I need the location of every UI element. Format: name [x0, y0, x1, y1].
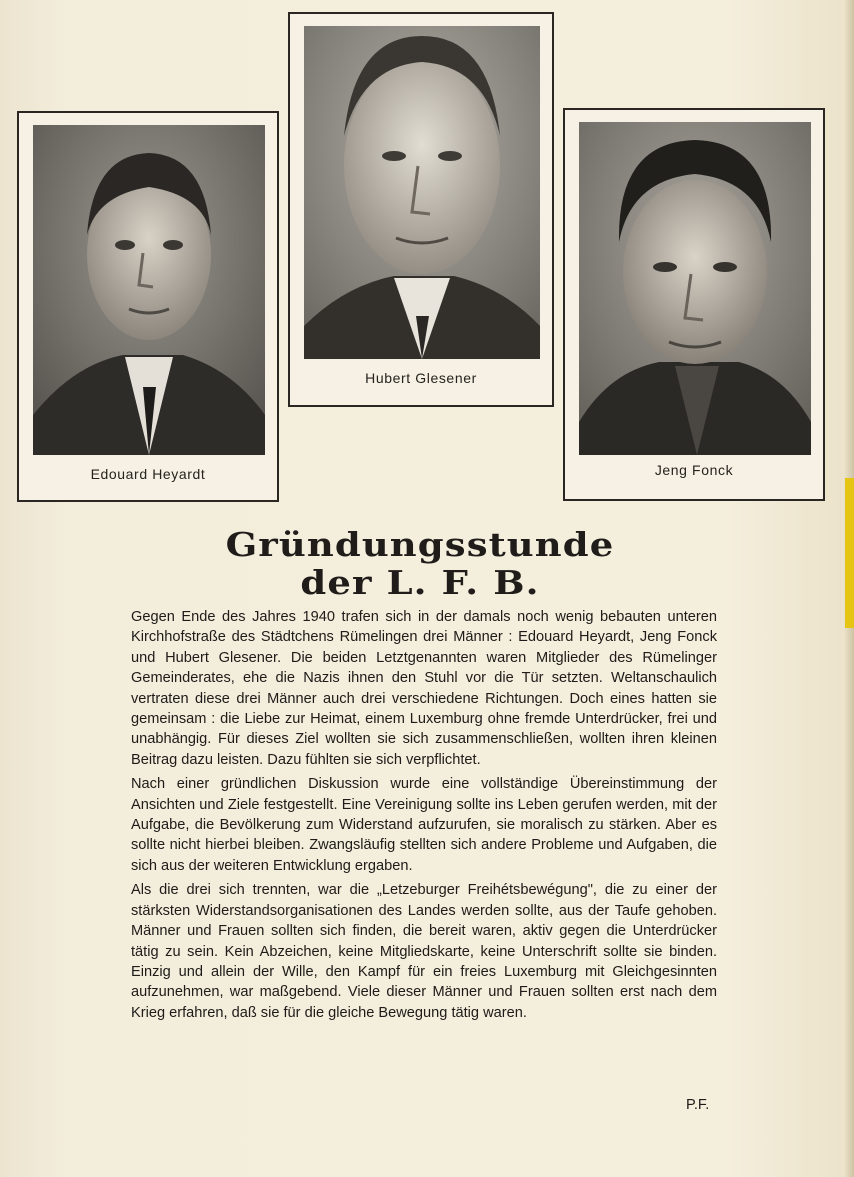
article-title-line-2: der L. F. B. — [300, 563, 540, 602]
portrait-card-hubert-glesener — [288, 12, 554, 407]
portrait-photo-hubert-glesener — [304, 26, 540, 359]
portrait-photo-jeng-fonck — [579, 122, 811, 455]
portrait-caption-hubert-glesener: Hubert Glesener — [365, 370, 477, 386]
article-signature: P.F. — [686, 1097, 710, 1113]
portrait-caption-edouard-heyardt: Edouard Heyardt — [90, 466, 206, 482]
yellow-bookmark-tab — [845, 478, 854, 628]
article-paragraph-2: Nach einer gründlichen Diskussion wurde eine vollständige Übereinstimmung der Ansichten und Ziele festgestellt. Eine Vereinigung sollte ins Leben gerufen werden, mit der Aufgabe, die Bevölkerung zum Widerstand aufzurufen, sie moralisch zu stärken. Aber es sollte nicht hierbei bleiben. Zwangsläufig stellten sich andere Probleme und Aufgaben, die sich aus der weiteren Entwicklung ergaben. — [131, 776, 717, 874]
article-body — [131, 607, 717, 1027]
portrait-caption-jeng-fonck: Jeng Fonck — [654, 462, 734, 478]
portrait-photo-edouard-heyardt — [33, 125, 265, 455]
portrait-card-jeng-fonck — [563, 108, 825, 501]
portrait-card-edouard-heyardt — [17, 111, 279, 502]
article-title-line-1: Gründungsstunde — [225, 525, 615, 564]
article-paragraph-3: Als die drei sich trennten, war die „Letzeburger Freihétsbewégung", die zu einer der stärksten Widerstandsorganisationen des Landes werden sollte, aus der Taufe gehoben. Männer und Frauen sollten sich finden, die bereit waren, aktiv gegen die Unterdrücker tätig zu sein. Kein Abzeichen, keine Mitgliedskarte, keine Unterschrift sollte sie binden. Einzig und allein der Wille, den Kampf für ein freies Luxemburg mit Gleichgesinnten aufzunehmen, war maßgebend. Viele dieser Männer und Frauen sollten erst nach dem Krieg erfahren, daß sie für die gleiche Bewegung tätig waren. — [131, 882, 717, 1021]
article-paragraph-1: Gegen Ende des Jahres 1940 trafen sich in der damals noch wenig bebauten unteren Kirchhofstraße des Städtchens Rümelingen drei Männer : Edouard Heyardt, Jeng Fonck und Hubert Glesener. Die beiden Letztgenannten waren Mitglieder des Rümelinger Gemeinderates, ehe die Nazis ihnen den Stuhl vor die Tür setzten. Weltanschaulich vertraten diese drei Männer auch drei verschiedene Richtungen. Doch eines hatten sie gemeinsam : die Liebe zur Heimat, einem Luxemburg ohne fremde Unterdrücker, frei und unabhängig. Für dieses Ziel wollten sie sich zusammenschließen, wollten ihren kleinen Beitrag dazu leisten. Dazu fühlten sie sich verpflichtet. — [131, 609, 717, 768]
